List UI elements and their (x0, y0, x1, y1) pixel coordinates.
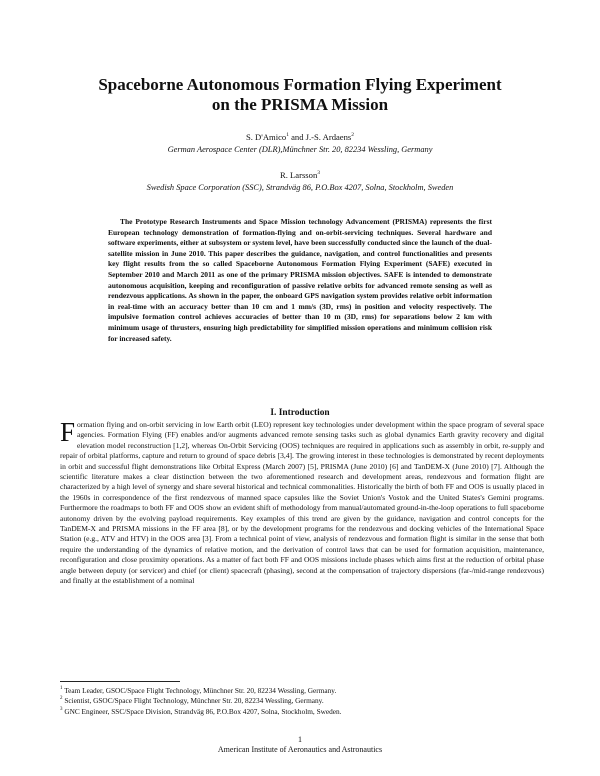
author-footnote-marker-2: 2 (351, 132, 355, 138)
footnote-number: 3 (60, 706, 63, 712)
author-footnote-marker-1: 1 (286, 132, 289, 138)
author-footnote-marker-3: 3 (317, 170, 320, 176)
author-line-1 (60, 132, 540, 143)
author-ardaens: and J.-S. Ardaens (288, 132, 352, 142)
footnote-2 (60, 696, 540, 706)
affiliation-dlr: German Aerospace Center (DLR),Münchner Str. 20, 82234 Wessling, Germany (167, 145, 433, 154)
author-line-2 (60, 170, 540, 181)
footnote-text: Scientist, GSOC/Space Flight Technology, Münchner Str. 20, 82234 Wessling, Germany. (62, 696, 324, 706)
footnote-text: Team Leader, GSOC/Space Flight Technology, Münchner Str. 20, 82234 Wessling, Germany. (62, 686, 337, 695)
footnote-number: 2 (60, 696, 63, 702)
paper-title-line-1: Spaceborne Autonomous Formation Flying Experiment (98, 75, 502, 94)
introduction-paragraph (60, 417, 544, 587)
section-heading-introduction: I. Introduction (270, 408, 330, 418)
footnote-3 (60, 707, 540, 717)
footnote-divider (60, 681, 180, 682)
introduction-text: ormation flying and on-orbit servicing in low Earth orbit (LEO) represent key technologies under development within the space program of several space agencies. Formation Flying (FF) enables and/or augments advanced remote sensing tasks such as global dynamics Earth gravity recovery and digital elevation model reconstruction [1,2], whereas On-Orbit Servicing (OOS) techniques are required in applications such as assembly in orbit, re-supply and repair of orbital platforms, capture and return to ground of space debris [3,4]. The growing interest in these technologies is demonstrated by recent deployments in orbit and successful flight demonstrations like Orbital Express (March 2007) [5], PRISMA (June 2010) [6] and TanDEM-X (June 2010) [7]. Although the scientific literature makes a clear distinction between the two aforementioned research and development areas, rendezvous and formation flight are characterized by a high level of synergy and share several historical and technical commonalities. Historically the birth of both FF and OOS is usually placed in the 1960s in correspondence of the first rendezvous of manned space capsules like the Soviet Union's Vostok and the United States's Gemini programs. Furthermore the roadmaps to both FF and OOS show an evident shift of methodology from manual/automated ground-in-the-loop operations to full spaceborne autonomy driven by the evolving payload requirements. Key examples of this trend are given by the guidance, navigation and control concepts for the TanDEM-X and PRISMA missions in the FF area [8], or by the development programs for the rendezvous and docking vehicles of the International Space Station (e.g., ATV and HTV) in the OOS area [3]. From a technical point of view, analysis of rendezvous and formation flight is similar in the sense that both require the understanding of the dynamics of relative motion, and the derivation of control laws that can be used for formation acquisition, maintenance, reconfiguration and close proximity operations. As a matter of fact both FF and OOS missions include phases which aims first at the reduction of orbital phase angle between deputy (or servicer) and chief (or client) spacecraft (phasing), second at the compensation of trajectory dispersions (far-/mid-range rendezvous) and finally at the establishment of a nominal (60, 420, 544, 586)
paper-title (60, 75, 540, 115)
author-larsson: R. Larsson (280, 170, 318, 180)
footnote-number: 1 (60, 686, 63, 691)
footnote-1 (60, 686, 540, 696)
affiliation-ssc: Swedish Space Corporation (SSC), Strandväg 86, P.O.Box 4207, Solna, Stockholm, Sweden (146, 183, 454, 192)
abstract: The Prototype Research Instruments and Space Mission technology Advancement (PRISMA) represents the first European technology demonstration of formation-flying and on-orbit-servicing techniques. Several hardware and software experiments, either at subsystem or system level, have been successfully conducted since the launch of the dual-satellite mission in June 2010. This paper describes the guidance, navigation, and control functionalities and presents key flight results from the so called Spaceborne Autonomous Formation Flying Experiment (SAFE) executed in September 2010 and March 2011 as one of the primary PRISMA mission objectives. SAFE is intended to demonstrate autonomous acquisition, keeping and reconfiguration of passive relative orbits for advanced remote sensing as well as rendezvous applications. As shown in the paper, the onboard GPS navigation system provides relative orbit information in real-time with an accuracy better than 10 cm and 1 mm/s (3D, rms) in position and velocity respectively. The impulsive formation control achieves accuracies of better than 10 m (3D, rms) for separations below 2 km with minimum usage of thrusters, ensuring high predictability for simplified mission operations and minimum collision risk for increased safety. (108, 217, 492, 343)
author-damico: S. D'Amico (245, 132, 287, 142)
paper-title-line-2: on the PRISMA Mission (211, 95, 389, 114)
page-number: 1 (298, 735, 302, 744)
drop-cap: F (60, 417, 76, 447)
journal-footer: American Institute of Aeronautics and Astronautics (217, 745, 383, 754)
footnote-text: GNC Engineer, SSC/Space Division, Strandväg 86, P.O.Box 4207, Solna, Stockholm, Sweden. (62, 706, 342, 716)
footnotes (60, 686, 540, 717)
